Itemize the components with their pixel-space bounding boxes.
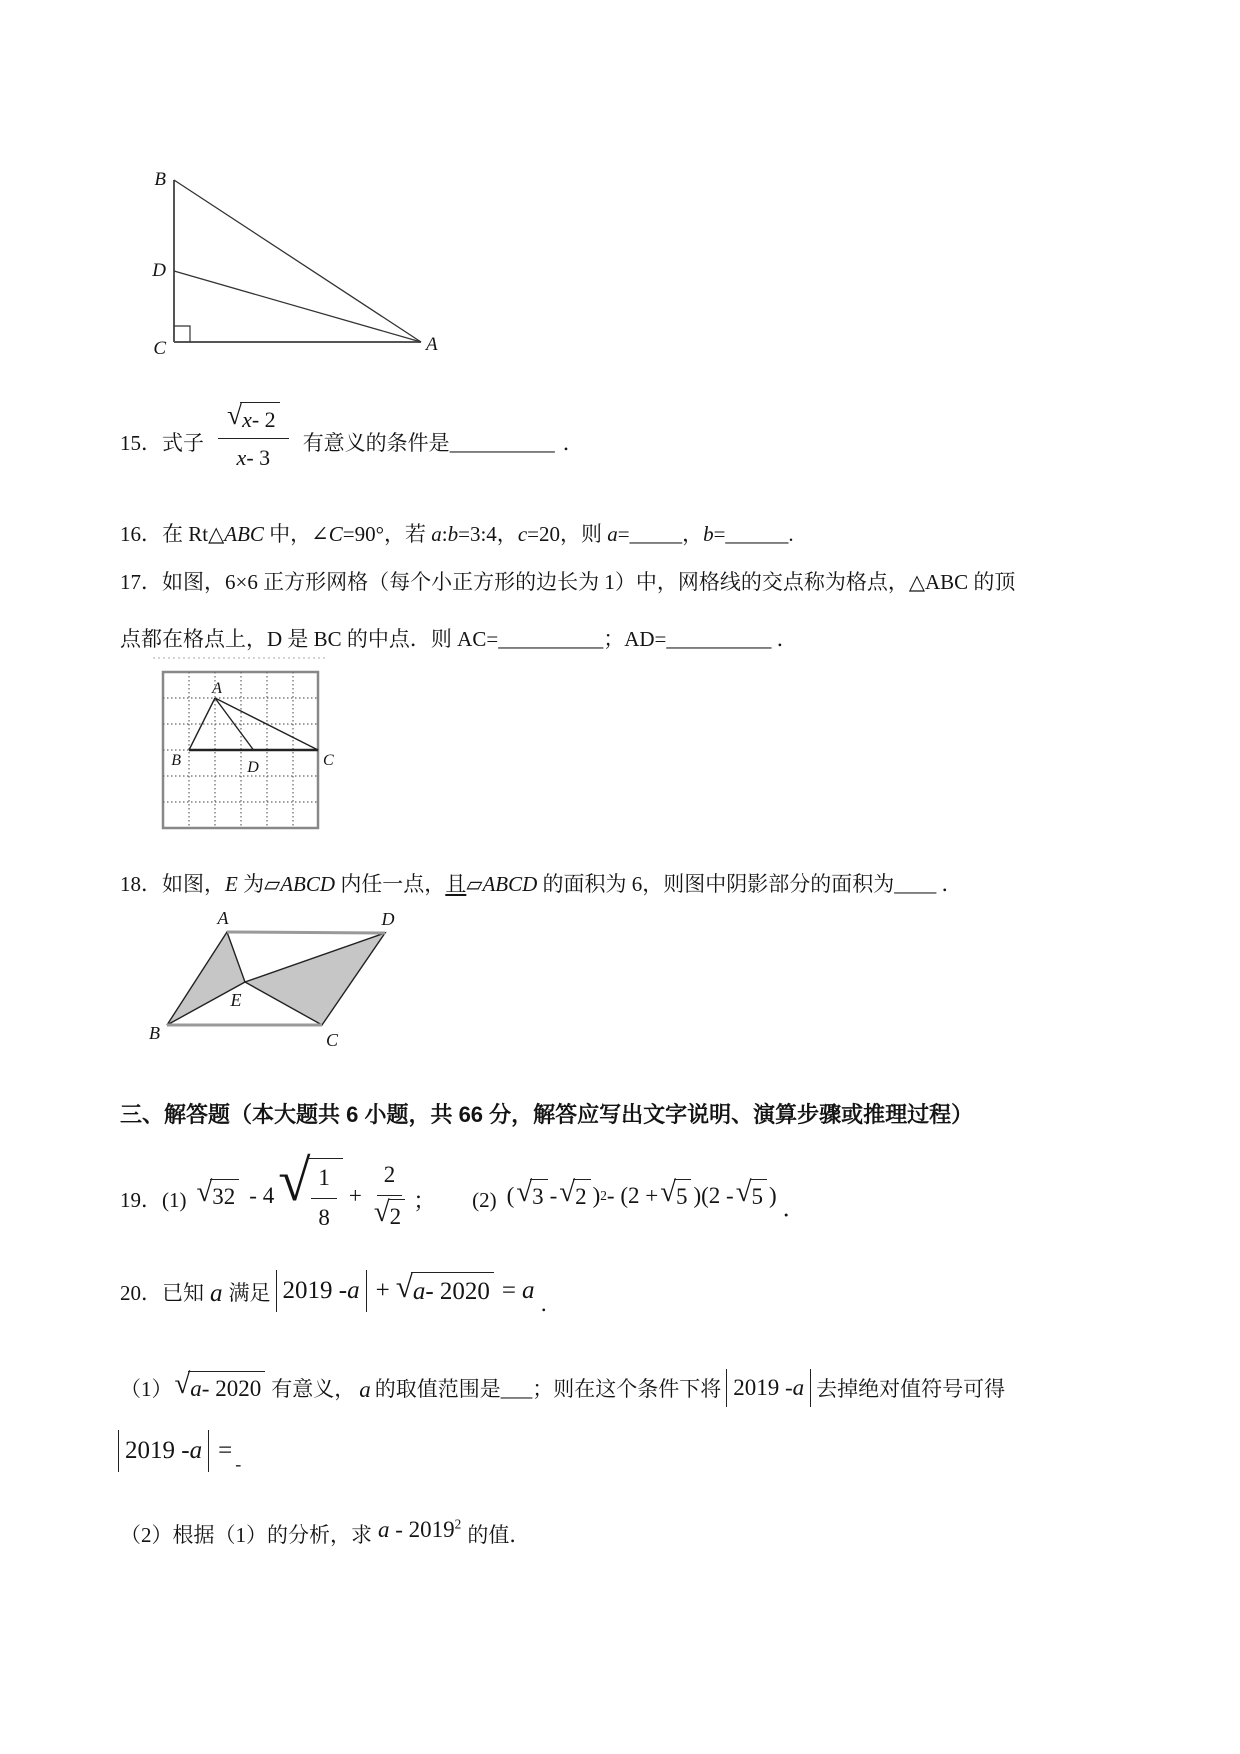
vertex-label-A: A xyxy=(426,334,438,355)
math-var-b: b xyxy=(447,522,459,546)
vertex-label-D: D xyxy=(381,909,395,929)
question-18 xyxy=(120,869,963,901)
text-run: 16．在 Rt xyxy=(120,522,209,546)
radical-sign: √ xyxy=(174,1367,191,1400)
text-run: 2019 - xyxy=(125,1437,190,1465)
text-run: 点都在格点上，D 是 BC 的中点．则 AC=__________；AD=__________ ． xyxy=(120,627,798,651)
math-var-a: a xyxy=(190,1375,202,1401)
absolute-value xyxy=(726,1369,811,1408)
blank-line: ____ xyxy=(894,872,937,896)
q19-part2-label: (2) xyxy=(472,1188,497,1213)
text-run: 的取值范围是 xyxy=(374,1377,501,1402)
semicolon: ； xyxy=(413,1187,437,1213)
math-var-a: a xyxy=(378,1516,390,1542)
question-20-part2 xyxy=(120,1512,530,1556)
superscript-2: 2 xyxy=(600,1187,607,1203)
vertex-label-D: D xyxy=(247,759,259,776)
blank-line: _____ xyxy=(629,522,683,546)
math-var-a: a xyxy=(189,1437,203,1465)
math-var-a: a xyxy=(522,1277,535,1305)
side-AC xyxy=(215,698,318,750)
question-20 xyxy=(120,1262,562,1320)
text-run: - 2019 xyxy=(389,1516,455,1542)
math-expression xyxy=(378,1513,461,1548)
text-run: 内任一点， xyxy=(335,872,446,896)
radicand: 2 xyxy=(573,1179,591,1215)
blank-line: ___ xyxy=(500,1377,533,1402)
text-run: 中，∠ xyxy=(263,522,329,546)
math-var-a: a xyxy=(347,1277,360,1305)
text-run: )(2 - xyxy=(693,1182,734,1208)
radicand: 5 xyxy=(750,1179,768,1215)
fraction-2-sqrt2 xyxy=(372,1158,407,1234)
parallelogram-symbol: ▱ xyxy=(264,872,281,896)
text-run: 满足 xyxy=(228,1281,271,1306)
text-run: - 3 xyxy=(246,444,271,470)
question-19 xyxy=(120,1148,806,1244)
question-16 xyxy=(120,519,794,551)
math-triangle-abc: △ABC xyxy=(208,522,264,546)
text-run: . xyxy=(788,522,794,546)
radical-sign: √ xyxy=(735,1175,752,1208)
vertex-label-B: B xyxy=(149,1023,160,1043)
text-run: - 2020 xyxy=(425,1278,490,1306)
q15-label: 15．式子 xyxy=(120,431,204,456)
vertex-label-B: B xyxy=(171,752,181,769)
math-var-a: a xyxy=(210,1280,223,1308)
blank-line: ______ xyxy=(725,522,789,546)
superscript-2: 2 xyxy=(454,1516,462,1532)
fraction-1-8 xyxy=(311,1161,337,1235)
radical-sign: √ xyxy=(660,1175,676,1208)
segment-DA xyxy=(174,271,421,342)
underlined-char: 且 xyxy=(445,872,467,896)
shaded-triangle-ABE xyxy=(167,932,245,1025)
text-run: - xyxy=(549,1182,558,1208)
vertex-label-D: D xyxy=(152,260,166,281)
q15-radical xyxy=(227,398,280,436)
vertex-label-A: A xyxy=(217,908,229,928)
text-run: - (2 + xyxy=(606,1182,659,1208)
radical-sign: √ xyxy=(196,1175,213,1208)
fraction-numerator: 1 xyxy=(311,1161,337,1199)
text-run: - 2020 xyxy=(201,1375,262,1401)
shaded-triangle-DCE xyxy=(245,933,385,1025)
radicand: 5 xyxy=(674,1179,692,1215)
text-run: 2019 - xyxy=(282,1277,348,1305)
text-run: 的面积为 6，则图中阴影部分的面积为 xyxy=(537,872,895,896)
right-triangle-figure xyxy=(126,143,456,358)
grid-figure xyxy=(143,643,348,843)
radical-sign: √ xyxy=(373,1195,390,1228)
text-run: ) xyxy=(769,1182,777,1208)
math-var-a: a xyxy=(359,1376,371,1402)
math-var-e: E xyxy=(225,872,238,896)
text-run: =90°，若 xyxy=(342,522,432,546)
text-run: =3:4， xyxy=(458,522,518,546)
vertex-label-C: C xyxy=(153,338,166,358)
plus-sign: + xyxy=(348,1182,362,1208)
q20-label: 20．已知 xyxy=(120,1281,204,1306)
blank-line: - xyxy=(235,1453,242,1474)
text-run: : xyxy=(441,522,448,546)
text-run: ) xyxy=(592,1182,601,1208)
sqrt-32 xyxy=(196,1175,240,1215)
math-var-x: x xyxy=(236,444,247,470)
math-var-a: a xyxy=(607,522,618,546)
fraction-denominator: 8 xyxy=(318,1204,330,1230)
sqrt-5 xyxy=(735,1175,767,1215)
text-run: ；则在这个条件下将 xyxy=(532,1377,722,1402)
text-run: 的值． xyxy=(467,1523,531,1548)
text-run: ． xyxy=(936,872,963,896)
section-title: 三、解答题（本大题共 6 小题，共 66 分，解答应写出文字说明、演算步骤或推理过程） xyxy=(120,1102,974,1127)
period: ． xyxy=(540,1291,562,1316)
sqrt-5 xyxy=(660,1175,691,1215)
text-run: - 2 xyxy=(251,406,276,432)
question-15 xyxy=(120,392,584,482)
text-run: 有意义， xyxy=(271,1377,356,1402)
equals-sign: = xyxy=(501,1277,517,1305)
sqrt-one-eighth xyxy=(278,1148,343,1235)
text-run: 去掉绝对值符号可得 xyxy=(816,1377,1006,1402)
q15-suffix: 有意义的条件是 xyxy=(302,431,450,456)
q15-numerator xyxy=(218,398,289,439)
period: ． xyxy=(782,1195,806,1221)
math-var-a: a xyxy=(412,1278,426,1306)
text-run: = xyxy=(713,522,726,546)
q15-denominator xyxy=(237,439,271,474)
q15-fraction xyxy=(218,398,289,474)
sqrt-3 xyxy=(516,1175,547,1215)
math-var-x: x xyxy=(242,406,252,432)
question-17-line1 xyxy=(120,567,1015,599)
radical-sign: √ xyxy=(559,1175,576,1208)
right-angle-marker xyxy=(174,326,190,342)
question-20-continuation xyxy=(118,1426,241,1476)
part1-label: （1） xyxy=(120,1377,173,1402)
math-abcd: ABCD xyxy=(280,872,336,896)
radical-sign: √ xyxy=(395,1269,413,1305)
math-var-a: a xyxy=(792,1374,805,1400)
text-run: = xyxy=(617,522,630,546)
absolute-value xyxy=(118,1430,209,1472)
vertex-label-C: C xyxy=(323,752,334,769)
radical-sign: √ xyxy=(227,398,243,430)
math-var-b: b xyxy=(703,522,714,546)
part2-label: （2）根据（1）的分析，求 xyxy=(120,1523,372,1548)
side-AD xyxy=(227,932,385,933)
point-label-E: E xyxy=(230,990,242,1010)
radical-sign: √ xyxy=(278,1148,311,1213)
sqrt-a-2020 xyxy=(174,1367,266,1407)
sqrt-a-2020 xyxy=(396,1271,494,1311)
side-BA xyxy=(174,180,421,342)
text-run: - 4 xyxy=(249,1182,275,1208)
vertex-label-A: A xyxy=(212,680,222,697)
vertex-label-B: B xyxy=(154,169,166,190)
math-var-a: a xyxy=(431,522,442,546)
plus-sign: + xyxy=(375,1277,390,1305)
absolute-value xyxy=(276,1270,367,1312)
math-var-c: c xyxy=(517,522,528,546)
parallelogram-figure xyxy=(136,900,436,1055)
q19-label: 19．(1) xyxy=(120,1188,187,1213)
sqrt-2 xyxy=(559,1175,590,1215)
blank-line: __________ xyxy=(449,431,555,456)
text-run: 17．如图，6×6 正方形网格（每个小正方形的边长为 1）中，网格线的交点称为格点，△ABC 的顶 xyxy=(120,570,1016,594)
vertex-label-C: C xyxy=(326,1030,339,1050)
radical-sign: √ xyxy=(516,1175,533,1208)
text-run: =20，则 xyxy=(527,522,608,546)
text-run: 2019 - xyxy=(733,1374,793,1400)
radicand: 2 xyxy=(388,1199,406,1235)
radicand: 32 xyxy=(210,1179,239,1215)
question-20-part1 xyxy=(120,1362,1005,1414)
fraction-numerator: 2 xyxy=(377,1158,403,1196)
sqrt-2 xyxy=(373,1195,405,1235)
radicand: 3 xyxy=(530,1179,548,1215)
section-3-header xyxy=(120,1098,973,1131)
text-run: ， xyxy=(682,522,704,546)
text-run: 为 xyxy=(237,872,265,896)
text-run: ( xyxy=(506,1182,515,1208)
math-var-c: C xyxy=(328,522,343,546)
equals-sign: = xyxy=(218,1437,233,1465)
text-run: 18．如图， xyxy=(120,872,225,896)
q15-period: ． xyxy=(562,431,584,456)
parallelogram-symbol: ▱ xyxy=(466,872,483,896)
math-abcd: ABCD xyxy=(482,872,538,896)
